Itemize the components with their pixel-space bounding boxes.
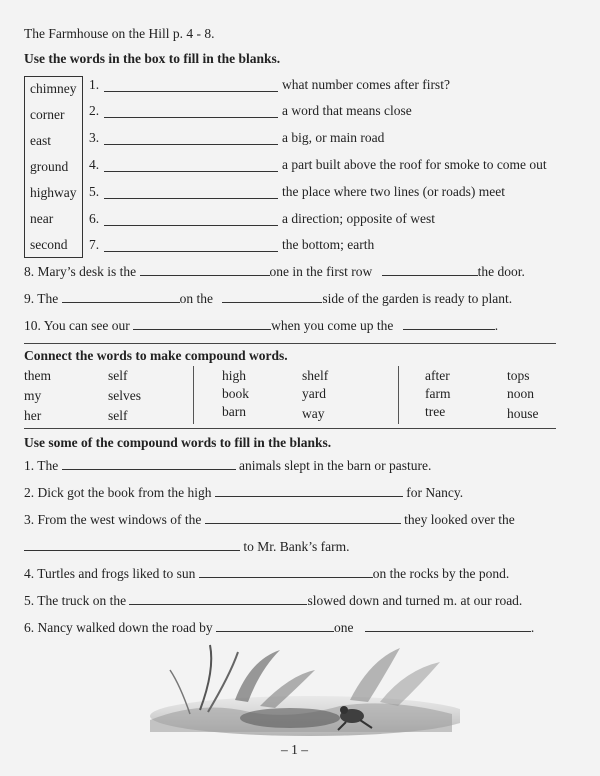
reed-shape	[200, 645, 211, 710]
section-divider	[24, 428, 556, 429]
item-number: 3.	[89, 130, 100, 145]
compound-part[interactable]: house	[507, 406, 539, 421]
answer-blank[interactable]	[62, 458, 236, 470]
answer-blank[interactable]	[403, 318, 495, 330]
box-word: ground	[30, 159, 69, 174]
compound-part[interactable]: self	[108, 408, 128, 423]
exercise-sentence-5: 5. The truck on the slowed down and turned m. at our road.	[24, 593, 523, 608]
box-word: highway	[30, 185, 77, 200]
answer-blank[interactable]	[104, 160, 278, 172]
compound-part[interactable]: high	[222, 368, 247, 383]
compound-part[interactable]: my	[24, 388, 42, 403]
compound-part[interactable]: after	[425, 368, 450, 383]
answer-blank[interactable]	[104, 133, 278, 145]
worksheet-title: The Farmhouse on the Hill p. 4 - 8.	[24, 26, 215, 41]
section2-heading: Connect the words to make compound words.	[24, 348, 288, 363]
box-word: second	[30, 237, 68, 252]
sentence-8: 8. Mary’s desk is the one in the first row the door.	[24, 264, 525, 279]
compound-part[interactable]: barn	[222, 404, 246, 419]
column-divider	[398, 366, 399, 424]
box-word: east	[30, 133, 51, 148]
box-word: corner	[30, 107, 65, 122]
answer-blank[interactable]	[129, 593, 307, 605]
answer-blank[interactable]	[215, 485, 403, 497]
item-clue: what number comes after first?	[282, 77, 450, 92]
answer-blank[interactable]	[104, 106, 278, 118]
box-word: near	[30, 211, 54, 226]
section3-heading: Use some of the compound words to fill in the blanks.	[24, 435, 332, 450]
compound-part[interactable]: shelf	[302, 368, 329, 383]
exercise-sentence-4: 4. Turtles and frogs liked to sun on the rocks by the pond.	[24, 566, 510, 581]
compound-part[interactable]: book	[222, 386, 249, 401]
answer-blank[interactable]	[104, 214, 278, 226]
item-number: 1.	[89, 77, 100, 92]
answer-blank[interactable]	[140, 264, 270, 276]
answer-blank[interactable]	[365, 620, 531, 632]
compound-part[interactable]: way	[302, 406, 325, 421]
answer-blank[interactable]	[199, 566, 373, 578]
exercise-sentence-1: 1. The animals slept in the barn or pasture.	[24, 458, 432, 473]
answer-blank[interactable]	[133, 318, 271, 330]
item-number: 6.	[89, 211, 100, 226]
exercise-sentence-3: 3. From the west windows of the they looked over the	[24, 512, 515, 527]
compound-part[interactable]: noon	[507, 386, 534, 401]
sentence-10: 10. You can see our when you come up the .	[24, 318, 499, 333]
item-number: 5.	[89, 184, 100, 199]
answer-blank[interactable]	[205, 512, 401, 524]
compound-part[interactable]: self	[108, 368, 128, 383]
item-number: 2.	[89, 103, 100, 118]
answer-blank[interactable]	[104, 80, 278, 92]
compound-part[interactable]: yard	[302, 386, 326, 401]
answer-blank[interactable]	[222, 291, 322, 303]
section1-heading: Use the words in the box to fill in the blanks.	[24, 51, 281, 66]
answer-blank[interactable]	[24, 539, 240, 551]
sentence-9: 9. The on the side of the garden is ready to plant.	[24, 291, 513, 306]
item-clue: a part built above the roof for smoke to come out	[282, 157, 547, 172]
answer-blank[interactable]	[62, 291, 180, 303]
log-shape	[240, 708, 340, 728]
answer-blank[interactable]	[382, 264, 478, 276]
item-clue: the bottom; earth	[282, 237, 375, 252]
pond-frog-illustration	[140, 640, 460, 738]
item-clue: the place where two lines (or roads) meet	[282, 184, 506, 199]
item-clue: a direction; opposite of west	[282, 211, 435, 226]
box-word: chimney	[30, 81, 77, 96]
compound-part[interactable]: tree	[425, 404, 446, 419]
page-number: – 1 –	[281, 742, 308, 757]
compound-part[interactable]: them	[24, 368, 51, 383]
column-divider	[193, 366, 194, 424]
answer-blank[interactable]	[104, 240, 278, 252]
leaf-shape	[380, 662, 440, 706]
compound-part[interactable]: farm	[425, 386, 451, 401]
item-clue: a big, or main road	[282, 130, 385, 145]
item-number: 4.	[89, 157, 100, 172]
item-clue: a word that means close	[282, 103, 412, 118]
section-divider	[24, 343, 556, 344]
answer-blank[interactable]	[104, 187, 278, 199]
item-number: 7.	[89, 237, 100, 252]
answer-blank[interactable]	[216, 620, 334, 632]
compound-part[interactable]: her	[24, 408, 42, 423]
exercise-sentence-6: 6. Nancy walked down the road by one .	[24, 620, 535, 635]
compound-part[interactable]: selves	[108, 388, 141, 403]
compound-part[interactable]: tops	[507, 368, 530, 383]
exercise-sentence-3-cont: to Mr. Bank’s farm.	[24, 539, 350, 555]
exercise-sentence-2: 2. Dick got the book from the high for Nancy.	[24, 485, 464, 500]
